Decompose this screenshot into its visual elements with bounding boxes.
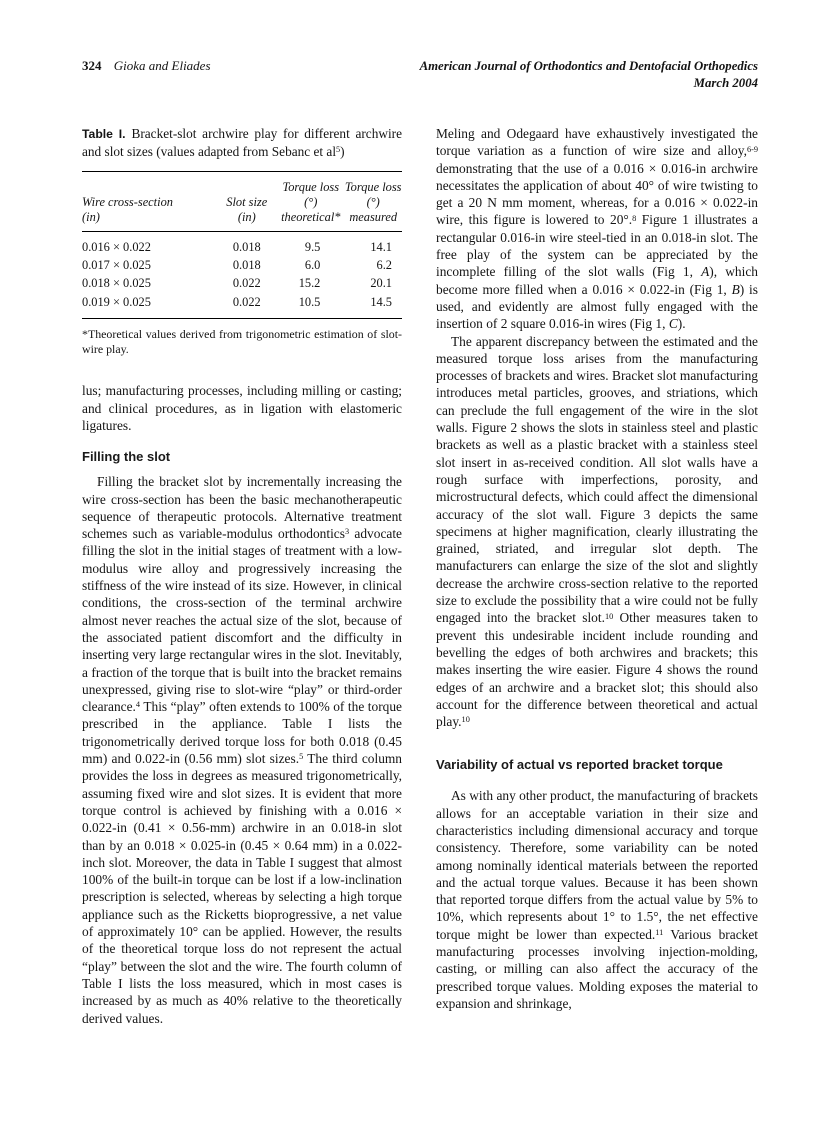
- column-header-wire-cross-section: Wire cross-section (in): [82, 172, 216, 232]
- issue-date: March 2004: [693, 76, 758, 90]
- two-column-layout: [82, 125, 758, 1027]
- paragraph-continuation: lus; manufacturing processes, including milling or casting; and clinical procedures, as in ligation with elastomeric ligatures.: [82, 383, 402, 433]
- table-caption: [82, 125, 402, 160]
- table-cell: 0.022: [232, 294, 261, 309]
- running-head-right: [420, 58, 758, 92]
- table-cell: 0.018: [232, 258, 261, 273]
- table-cell: 0.019 × 0.025: [82, 294, 151, 309]
- column-header-torque-loss-measured: Torque loss (°) measured: [344, 172, 402, 232]
- right-column: [436, 125, 758, 1027]
- table-row: [82, 274, 402, 292]
- table-cell: 0.022: [232, 276, 261, 291]
- table-row: [82, 256, 402, 274]
- table-1-block: [82, 125, 402, 356]
- table-cell: 0.017 × 0.025: [82, 258, 151, 273]
- table-cell: 0.018 × 0.025: [82, 276, 151, 291]
- table-row: [82, 232, 402, 257]
- table-cell: 15.2: [298, 276, 321, 291]
- table-cell: 6.2: [376, 258, 392, 273]
- page-header: [82, 58, 758, 92]
- table-cell: 14.5: [370, 294, 392, 309]
- table-cell: 14.1: [370, 240, 392, 254]
- page-number: 324: [82, 58, 102, 73]
- section-heading-variability: Variability of actual vs reported bracket torque: [436, 757, 723, 773]
- section-heading-filling-the-slot: Filling the slot: [82, 449, 171, 465]
- running-head-left: [82, 58, 211, 74]
- paragraph-variability: As with any other product, the manufacturing of brackets allows for an acceptable variation in their size and characteristics including dimensional accuracy and torque consistency. Therefore, some variability can be noted among nominally identical materials between the reported and the actual torque values. Because it has been shown that reported torque differs from the actual value by 5% to 10%, which represents about 1° to 1.5°, the net effective torque might be lower than expected.$^{11}$ Various bracket manufacturing processes involving injection-molding, casting, or milling can also affect the accuracy of the prescribed torque values. Molding exposes the material to expansion and shrinkage,: [436, 788, 758, 1011]
- table-caption-text: Bracket-slot archwire play for different archwire and slot sizes (values adapted from Sebanc et $al^5$): [82, 126, 402, 159]
- table-footnote: *Theoretical values derived from trigonometric estimation of slot-wire play.: [82, 326, 402, 356]
- table-label: Table I.: [82, 127, 126, 141]
- table-row: [82, 293, 402, 319]
- running-authors: Gioka and Eliades: [113, 58, 211, 73]
- table-cell: 0.018: [232, 240, 261, 254]
- paragraph-meling-odegaard: Meling and Odegaard have exhaustively investigated the torque variation as a function of wire size and alloy,$^{6-9}$ demonstrating that the use of a 0.016 × 0.016-in archwire necessitates the application of about 40° of wire twisting to get a 20 N mm moment, whereas, for a 0.016 × 0.022-in wire, this figure is lowered to 20°.$^8$ Figure 1 illustrates a rectangular 0.016-in wire steel-tied in an 0.018-in slot. The free play of the system can be appreciated by the incomplete filling of the slot walls (Fig 1, A), which become more filled when a 0.016 × 0.022-in (Fig 1, B) is used, and evidently are almost fully engaged with the insertion of 2 square 0.016-in wires (Fig 1, C).: [436, 126, 758, 332]
- column-header-torque-loss-theoretical: Torque loss (°) theoretical*: [277, 172, 344, 232]
- table-cell: 10.5: [298, 294, 321, 309]
- table-header-row: [82, 172, 402, 232]
- paragraph-filling-the-slot: Filling the bracket slot by incrementally increasing the wire cross-section has been the basic mechanotherapeutic sequence of therapeutic protocols. Alternative treatment schemes such as variable-modulus orthodontics$^3$ advocate filling the slot in the initial stages of treatment with a low-modulus wire alloy and progressively increasing the stiffness of the wire instead of its size. However, in clinical conditions, the cross-section of the terminal archwire almost never reaches the actual size of the slot, because of the associated patient discomfort and the difficulty in inserting very large rectangular wires in the slot. Inevitably, a fraction of the torque that is built into the bracket remains unexpressed, giving rise to slot-wire “play” or third-order clearance.$^4$ This “play” often extends to 100% of the torque prescribed in the appliance. Table I lists the trigonometrically derived torque loss for both 0.018 (0.45 mm) and 0.022-in (0.56 mm) slot sizes.$^5$ The third column provides the loss in degrees as measured trigonometrically, assuming fixed wire and slot sizes. It is evident that more torque control is achieved by finishing with a 0.016 × 0.022-in (0.41 × 0.56-mm) archwire in an 0.018-in slot than by an 0.018 × 0.025-in (0.45 × 0.64 mm) in a 0.022-inch slot. Moreover, the data in Table I suggest that almost 100% of the built-in torque can be lost if a low-inclination prescription is selected, whereas by selecting a high torque appliance such as the Ricketts bioprogressive, a net value of approximately 10° can be applied. However, the results of the theoretical torque loss do not represent the actual “play” between the slot and the wire. The fourth column of Table I lists the loss measured, which in most cases is increased by as much as 40% relative to the theoretically derived values.: [82, 474, 403, 1026]
- table-cell: 6.0: [304, 258, 321, 273]
- table-cell: 0.016 × 0.022: [82, 240, 151, 254]
- left-column: [82, 125, 402, 1027]
- table-cell: 9.5: [304, 240, 321, 254]
- column-header-slot-size: Slot size (in): [216, 172, 277, 232]
- table-cell: 20.1: [370, 276, 392, 291]
- archwire-play-table: [82, 171, 402, 319]
- journal-title: American Journal of Orthodontics and Dentofacial Orthopedics: [419, 59, 758, 73]
- paragraph-discrepancy: The apparent discrepancy between the estimated and the measured torque loss arises from the manufacturing processes of brackets and wires. Bracket slot manufacturing introduces metal particles, grooves, and striations, which can preclude the full engagement of the wire in the slot walls. Figure 2 shows the slots in stainless steel and plastic brackets as well as a plastic bracket with a stainless steel slot insert in as-received condition. All slot walls have a rough surface with imperfections, porosity, and microstructural defects, which could affect the dimensional accuracy of the slot wall. Figure 3 depicts the same specimens at higher magnification, clearly illustrating the grained, striated, and irregular slot depth. The manufacturers can enlarge the size of the slot and slightly decrease the archwire cross-section relative to the reported size to exclude the possibility that a wire could not be fully engaged into the bracket slot.$^{10}$ Other measures taken to prevent this undesirable incident include rounding and bevelling the edges of both archwires and brackets; this makes inserting the wire easier. Figure 4 shows the round edges of an archwire and a bracket slot; this should also account for the difference between theoretical and actual play.$^{10}$: [436, 333, 758, 730]
